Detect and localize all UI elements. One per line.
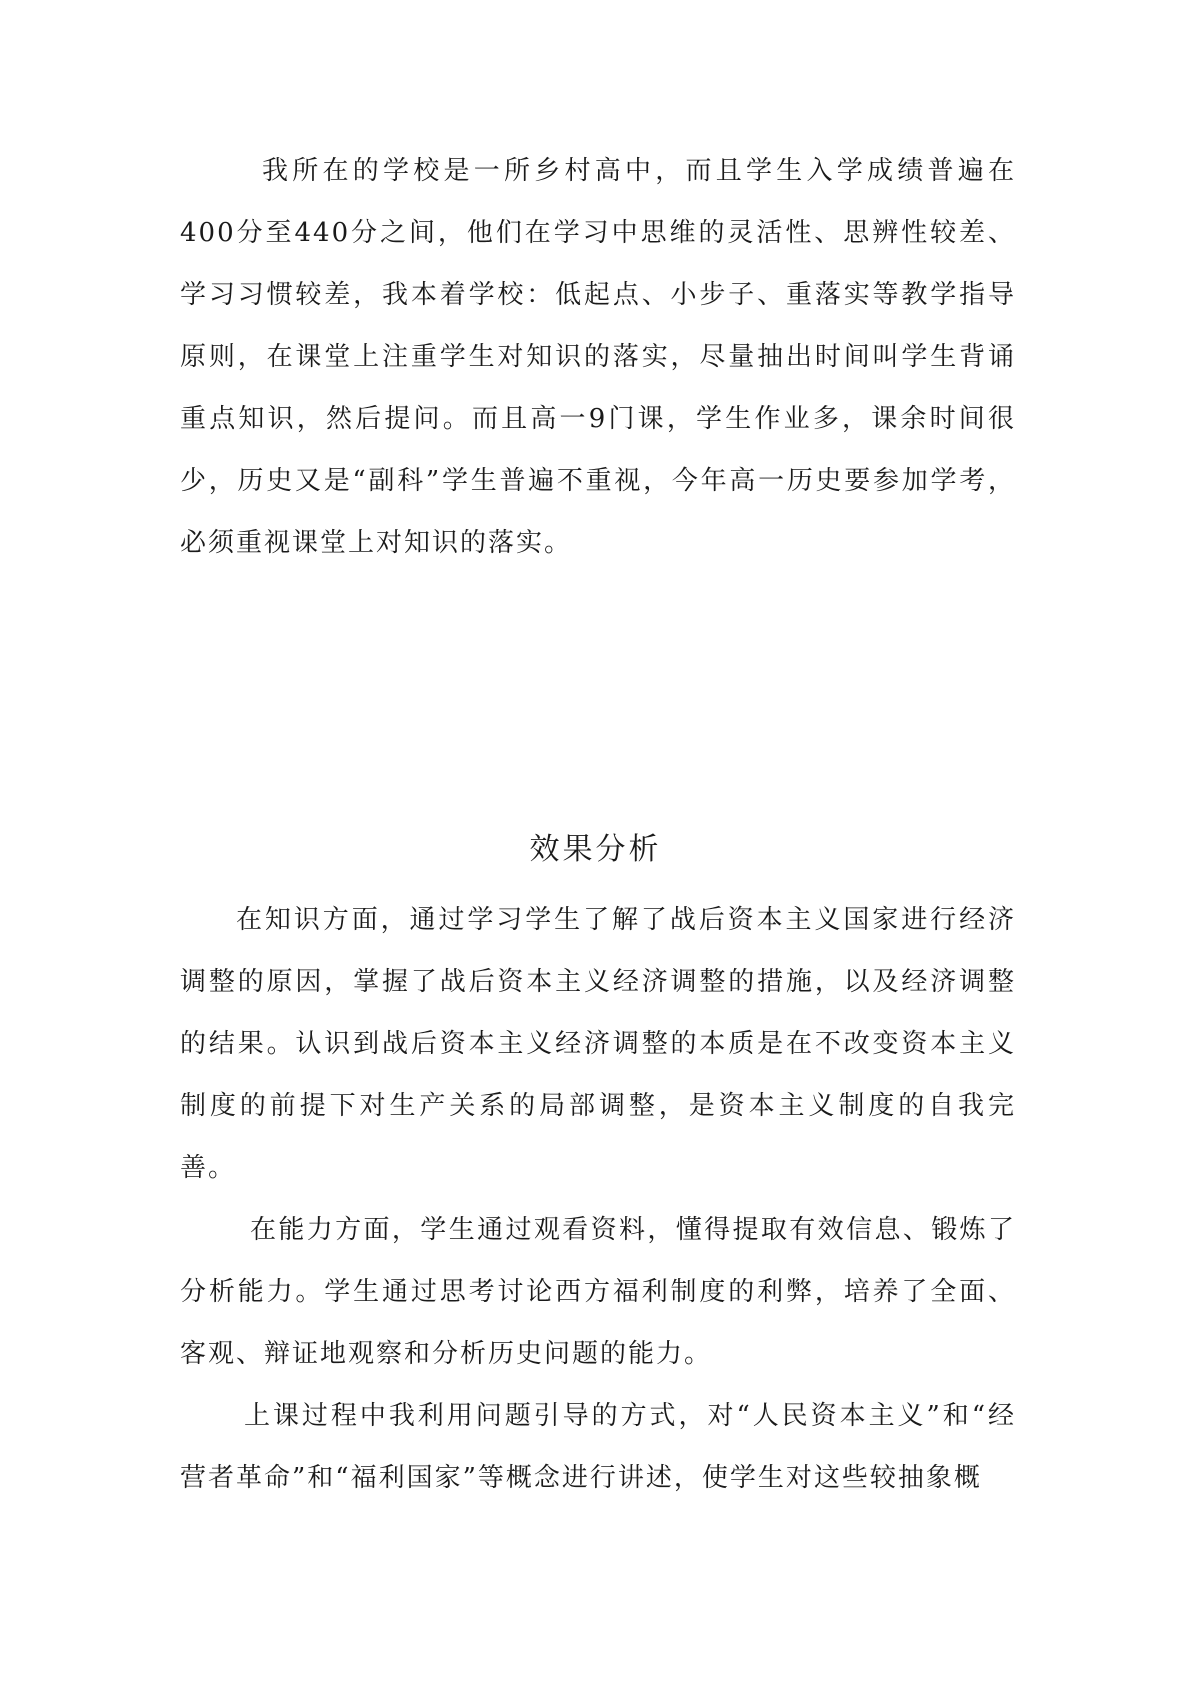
section-title: 效果分析 [529,832,662,867]
knowledge-paragraph: 在知识方面，通过学习学生了解了战后资本主义国家进行经济调整的原因，掌握了战后资本主义经济调整的措施，以及经济调整的结果。认识到战后资本主义经济调整的本质是在不改变资本主义制度的前提下对生产关系的局部调整，是资本主义制度的自我完善。 [180,905,1016,1183]
intro-paragraph: 我所在的学校是一所乡村高中，而且学生入学成绩普遍在400分至440分之间，他们在学习中思维的灵活性、思辨性较差、学习习惯较差，我本着学校：低起点、小步子、重落实等教学指导原则，在课堂上注重学生对知识的落实，尽量抽出时间叫学生背诵重点知识，然后提问。而且高一9门课，学生作业多，课余时间很少，历史又是“副科”学生普遍不重视，今年高一历史要参加学考，必须重视课堂上对知识的落实。 [180,156,1016,558]
ability-paragraph: 在能力方面，学生通过观看资料，懂得提取有效信息、锻炼了分析能力。学生通过思考讨论西方福利制度的利弊，培养了全面、客观、辩证地观察和分析历史问题的能力。 [180,1215,1016,1369]
intro-section [180,140,1016,574]
method-paragraph: 上课过程中我利用问题引导的方式，对“人民资本主义”和“经营者革命”和“福利国家”等概念进行讲述，使学生对这些较抽象概 [180,1401,1016,1493]
analysis-section [180,889,1016,1509]
